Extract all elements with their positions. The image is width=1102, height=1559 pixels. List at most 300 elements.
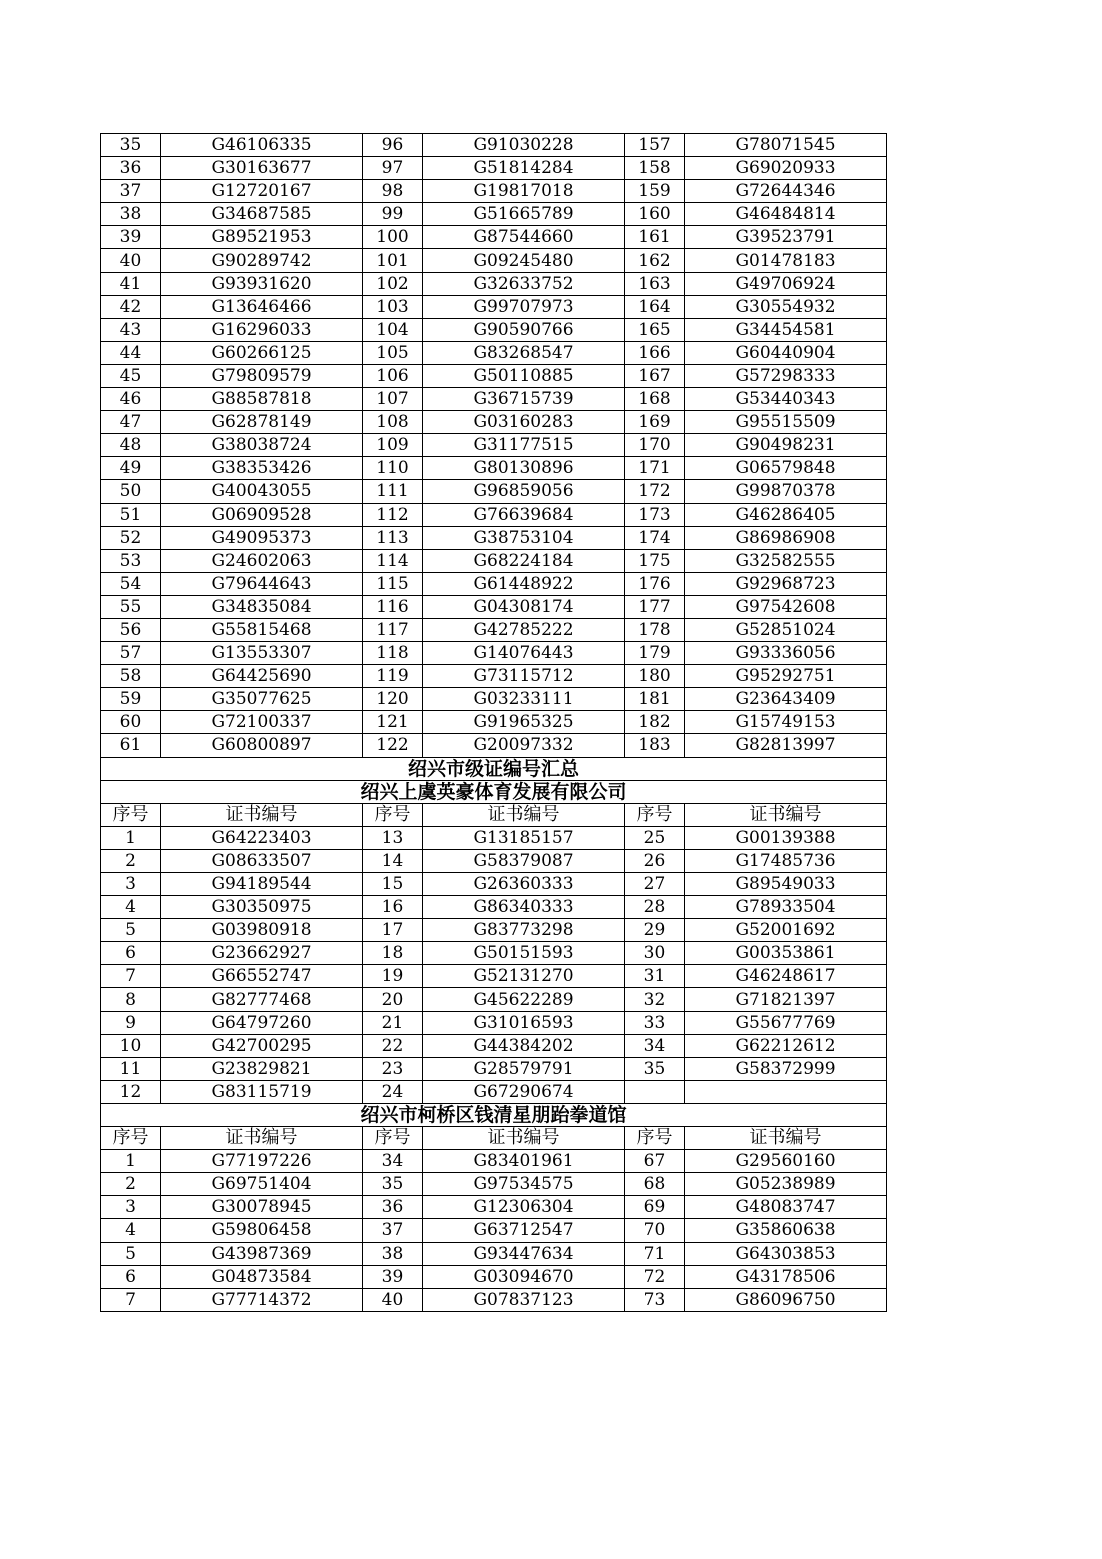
cert-number-cell: G05238989 (685, 1173, 887, 1196)
serial-cell: 20 (363, 988, 423, 1011)
table-row (101, 411, 887, 434)
cert-number-cell: G90590766 (423, 318, 625, 341)
table-row (101, 526, 887, 549)
cert-number-cell: G12720167 (161, 180, 363, 203)
serial-cell: 6 (101, 942, 161, 965)
cert-number-cell: G77714372 (161, 1288, 363, 1311)
table-row (101, 1242, 887, 1265)
cert-number-cell: G06909528 (161, 503, 363, 526)
serial-cell: 1 (101, 826, 161, 849)
table-row (101, 1265, 887, 1288)
serial-cell: 9 (101, 1011, 161, 1034)
serial-cell: 12 (101, 1080, 161, 1103)
serial-cell: 3 (101, 1196, 161, 1219)
cert-number-cell: G03233111 (423, 688, 625, 711)
serial-cell: 108 (363, 411, 423, 434)
serial-cell: 58 (101, 665, 161, 688)
serial-cell: 5 (101, 1242, 161, 1265)
table-row (101, 1288, 887, 1311)
header-cert-number: 证书编号 (423, 1127, 625, 1150)
cert-number-cell: G51665789 (423, 203, 625, 226)
cert-number-cell: G92968723 (685, 572, 887, 595)
serial-cell: 171 (625, 457, 685, 480)
cert-number-cell: G32633752 (423, 272, 625, 295)
cert-number-cell: G30350975 (161, 896, 363, 919)
serial-cell: 160 (625, 203, 685, 226)
header-serial: 序号 (625, 1127, 685, 1150)
cert-number-cell: G53440343 (685, 388, 887, 411)
cert-number-cell: G00353861 (685, 942, 887, 965)
cert-number-cell: G34835084 (161, 595, 363, 618)
serial-cell: 183 (625, 734, 685, 757)
serial-cell: 166 (625, 341, 685, 364)
serial-cell: 56 (101, 618, 161, 641)
serial-cell: 24 (363, 1080, 423, 1103)
cert-number-cell (685, 1080, 887, 1103)
serial-cell: 170 (625, 434, 685, 457)
cert-number-cell: G51814284 (423, 157, 625, 180)
cert-number-cell: G90289742 (161, 249, 363, 272)
header-cert-number: 证书编号 (423, 803, 625, 826)
cert-number-cell: G08633507 (161, 849, 363, 872)
serial-cell: 182 (625, 711, 685, 734)
table-row (101, 203, 887, 226)
cert-number-cell: G00139388 (685, 826, 887, 849)
serial-cell: 102 (363, 272, 423, 295)
serial-cell: 179 (625, 642, 685, 665)
serial-cell: 3 (101, 873, 161, 896)
cert-number-cell: G59806458 (161, 1219, 363, 1242)
cert-number-cell: G91030228 (423, 134, 625, 157)
table-row (101, 341, 887, 364)
serial-cell: 172 (625, 480, 685, 503)
cert-number-cell: G83115719 (161, 1080, 363, 1103)
serial-cell: 30 (625, 942, 685, 965)
cert-number-cell: G69751404 (161, 1173, 363, 1196)
serial-cell: 38 (363, 1242, 423, 1265)
table-row (101, 595, 887, 618)
serial-cell: 21 (363, 1011, 423, 1034)
serial-cell: 110 (363, 457, 423, 480)
cert-number-cell: G19817018 (423, 180, 625, 203)
serial-cell: 113 (363, 526, 423, 549)
serial-cell: 22 (363, 1034, 423, 1057)
cert-number-cell: G87544660 (423, 226, 625, 249)
section-title-row (101, 780, 887, 803)
cert-number-cell: G89521953 (161, 226, 363, 249)
cert-number-cell: G23662927 (161, 942, 363, 965)
cert-number-cell: G38038724 (161, 434, 363, 457)
cert-number-cell: G73115712 (423, 665, 625, 688)
header-serial: 序号 (101, 1127, 161, 1150)
cert-number-cell: G86096750 (685, 1288, 887, 1311)
cert-number-cell: G04873584 (161, 1265, 363, 1288)
serial-cell: 1 (101, 1150, 161, 1173)
table-row (101, 134, 887, 157)
cert-number-cell: G32582555 (685, 549, 887, 572)
section-title: 绍兴市级证编号汇总 (101, 757, 887, 780)
table-row (101, 272, 887, 295)
table-row (101, 1219, 887, 1242)
table-row (101, 1150, 887, 1173)
serial-cell: 16 (363, 896, 423, 919)
serial-cell: 23 (363, 1057, 423, 1080)
serial-cell: 105 (363, 341, 423, 364)
serial-cell: 52 (101, 526, 161, 549)
serial-cell: 43 (101, 318, 161, 341)
header-cert-number: 证书编号 (685, 803, 887, 826)
cert-number-cell: G83268547 (423, 341, 625, 364)
serial-cell: 11 (101, 1057, 161, 1080)
cert-number-cell: G60440904 (685, 341, 887, 364)
serial-cell: 97 (363, 157, 423, 180)
serial-cell: 49 (101, 457, 161, 480)
serial-cell: 109 (363, 434, 423, 457)
serial-cell: 178 (625, 618, 685, 641)
cert-number-cell: G71821397 (685, 988, 887, 1011)
serial-cell: 163 (625, 272, 685, 295)
cert-number-cell: G78071545 (685, 134, 887, 157)
cert-number-cell: G23643409 (685, 688, 887, 711)
cert-number-cell: G16296033 (161, 318, 363, 341)
cert-number-cell: G30554932 (685, 295, 887, 318)
cert-number-cell: G35860638 (685, 1219, 887, 1242)
header-cert-number: 证书编号 (685, 1127, 887, 1150)
header-serial: 序号 (363, 1127, 423, 1150)
serial-cell: 168 (625, 388, 685, 411)
serial-cell: 120 (363, 688, 423, 711)
section-title-row (101, 1103, 887, 1126)
cert-number-cell: G04308174 (423, 595, 625, 618)
serial-cell: 34 (363, 1150, 423, 1173)
serial-cell: 98 (363, 180, 423, 203)
header-cert-number: 证书编号 (161, 803, 363, 826)
serial-cell: 10 (101, 1034, 161, 1057)
serial-cell: 57 (101, 642, 161, 665)
serial-cell: 114 (363, 549, 423, 572)
cert-number-cell: G89549033 (685, 873, 887, 896)
serial-cell: 41 (101, 272, 161, 295)
serial-cell: 5 (101, 919, 161, 942)
section-title: 绍兴上虞英豪体育发展有限公司 (101, 780, 887, 803)
cert-number-cell: G13185157 (423, 826, 625, 849)
cert-number-cell: G28579791 (423, 1057, 625, 1080)
serial-cell: 122 (363, 734, 423, 757)
cert-number-cell: G58379087 (423, 849, 625, 872)
serial-cell: 60 (101, 711, 161, 734)
cert-number-cell: G35077625 (161, 688, 363, 711)
cert-number-cell: G97534575 (423, 1173, 625, 1196)
cert-number-cell: G45622289 (423, 988, 625, 1011)
table-row (101, 688, 887, 711)
serial-cell: 35 (625, 1057, 685, 1080)
cert-number-cell: G64303853 (685, 1242, 887, 1265)
cert-number-cell: G64223403 (161, 826, 363, 849)
cert-number-cell: G44384202 (423, 1034, 625, 1057)
cert-number-cell: G01478183 (685, 249, 887, 272)
cert-number-cell: G83773298 (423, 919, 625, 942)
cert-number-cell: G63712547 (423, 1219, 625, 1242)
table-row (101, 988, 887, 1011)
serial-cell: 69 (625, 1196, 685, 1219)
section-title-row (101, 757, 887, 780)
cert-number-cell: G93336056 (685, 642, 887, 665)
table-row (101, 434, 887, 457)
serial-cell: 175 (625, 549, 685, 572)
cert-number-cell: G78933504 (685, 896, 887, 919)
header-row (101, 803, 887, 826)
serial-cell: 72 (625, 1265, 685, 1288)
cert-number-cell: G62878149 (161, 411, 363, 434)
serial-cell: 31 (625, 965, 685, 988)
cert-number-cell: G15749153 (685, 711, 887, 734)
table-row (101, 226, 887, 249)
table-row (101, 1057, 887, 1080)
cert-number-cell: G49706924 (685, 272, 887, 295)
table-row (101, 572, 887, 595)
cert-number-cell: G86986908 (685, 526, 887, 549)
table-row (101, 388, 887, 411)
table-row (101, 480, 887, 503)
table-body (101, 134, 887, 1312)
serial-cell: 4 (101, 1219, 161, 1242)
serial-cell: 174 (625, 526, 685, 549)
cert-number-cell: G14076443 (423, 642, 625, 665)
serial-cell: 36 (363, 1196, 423, 1219)
serial-cell: 46 (101, 388, 161, 411)
header-row (101, 1127, 887, 1150)
serial-cell: 107 (363, 388, 423, 411)
cert-number-cell: G31177515 (423, 434, 625, 457)
cert-number-cell: G66552747 (161, 965, 363, 988)
table-row (101, 642, 887, 665)
serial-cell: 177 (625, 595, 685, 618)
serial-cell: 50 (101, 480, 161, 503)
serial-cell: 103 (363, 295, 423, 318)
serial-cell: 7 (101, 1288, 161, 1311)
serial-cell: 157 (625, 134, 685, 157)
cert-number-cell: G62212612 (685, 1034, 887, 1057)
cert-number-cell: G39523791 (685, 226, 887, 249)
cert-number-cell: G38753104 (423, 526, 625, 549)
table-row (101, 618, 887, 641)
table-row (101, 919, 887, 942)
serial-cell: 8 (101, 988, 161, 1011)
cert-number-cell: G52131270 (423, 965, 625, 988)
table-row (101, 873, 887, 896)
serial-cell: 32 (625, 988, 685, 1011)
cert-number-cell: G77197226 (161, 1150, 363, 1173)
serial-cell: 158 (625, 157, 685, 180)
cert-number-cell: G26360333 (423, 873, 625, 896)
header-cert-number: 证书编号 (161, 1127, 363, 1150)
cert-number-cell: G29560160 (685, 1150, 887, 1173)
table-row (101, 1173, 887, 1196)
cert-number-cell: G80130896 (423, 457, 625, 480)
serial-cell: 115 (363, 572, 423, 595)
serial-cell: 106 (363, 364, 423, 387)
serial-cell: 70 (625, 1219, 685, 1242)
cert-number-cell: G50110885 (423, 364, 625, 387)
table-row (101, 249, 887, 272)
cert-number-cell: G94189544 (161, 873, 363, 896)
serial-cell (625, 1080, 685, 1103)
table-row (101, 157, 887, 180)
serial-cell: 34 (625, 1034, 685, 1057)
cert-number-cell: G76639684 (423, 503, 625, 526)
cert-number-cell: G49095373 (161, 526, 363, 549)
serial-cell: 101 (363, 249, 423, 272)
cert-number-cell: G42700295 (161, 1034, 363, 1057)
cert-number-cell: G36715739 (423, 388, 625, 411)
cert-number-cell: G95515509 (685, 411, 887, 434)
cert-number-cell: G06579848 (685, 457, 887, 480)
serial-cell: 164 (625, 295, 685, 318)
cert-number-cell: G46286405 (685, 503, 887, 526)
cert-number-cell: G31016593 (423, 1011, 625, 1034)
cert-number-cell: G23829821 (161, 1057, 363, 1080)
serial-cell: 169 (625, 411, 685, 434)
serial-cell: 36 (101, 157, 161, 180)
serial-cell: 100 (363, 226, 423, 249)
table-row (101, 734, 887, 757)
cert-number-cell: G90498231 (685, 434, 887, 457)
serial-cell: 17 (363, 919, 423, 942)
cert-number-cell: G88587818 (161, 388, 363, 411)
serial-cell: 4 (101, 896, 161, 919)
table-row (101, 503, 887, 526)
cert-number-cell: G52001692 (685, 919, 887, 942)
table-row (101, 1034, 887, 1057)
serial-cell: 176 (625, 572, 685, 595)
cert-number-cell: G03094670 (423, 1265, 625, 1288)
cert-number-cell: G52851024 (685, 618, 887, 641)
table-row (101, 295, 887, 318)
cert-number-cell: G46106335 (161, 134, 363, 157)
cert-number-cell: G68224184 (423, 549, 625, 572)
header-serial: 序号 (625, 803, 685, 826)
table-row (101, 849, 887, 872)
cert-number-cell: G40043055 (161, 480, 363, 503)
serial-cell: 59 (101, 688, 161, 711)
table-row (101, 896, 887, 919)
serial-cell: 14 (363, 849, 423, 872)
cert-number-cell: G07837123 (423, 1288, 625, 1311)
serial-cell: 39 (101, 226, 161, 249)
serial-cell: 51 (101, 503, 161, 526)
serial-cell: 7 (101, 965, 161, 988)
cert-number-cell: G34454581 (685, 318, 887, 341)
cert-number-cell: G55677769 (685, 1011, 887, 1034)
serial-cell: 161 (625, 226, 685, 249)
serial-cell: 165 (625, 318, 685, 341)
cert-number-cell: G12306304 (423, 1196, 625, 1219)
cert-number-cell: G42785222 (423, 618, 625, 641)
serial-cell: 33 (625, 1011, 685, 1034)
table-row (101, 1196, 887, 1219)
cert-number-cell: G86340333 (423, 896, 625, 919)
table-row (101, 711, 887, 734)
cert-number-cell: G96859056 (423, 480, 625, 503)
serial-cell: 35 (363, 1173, 423, 1196)
serial-cell: 181 (625, 688, 685, 711)
cert-number-cell: G79644643 (161, 572, 363, 595)
serial-cell: 116 (363, 595, 423, 618)
serial-cell: 180 (625, 665, 685, 688)
serial-cell: 112 (363, 503, 423, 526)
cert-number-cell: G58372999 (685, 1057, 887, 1080)
table-row (101, 965, 887, 988)
serial-cell: 37 (101, 180, 161, 203)
serial-cell: 96 (363, 134, 423, 157)
cert-number-cell: G03160283 (423, 411, 625, 434)
serial-cell: 159 (625, 180, 685, 203)
serial-cell: 47 (101, 411, 161, 434)
serial-cell: 67 (625, 1150, 685, 1173)
cert-number-cell: G55815468 (161, 618, 363, 641)
serial-cell: 13 (363, 826, 423, 849)
serial-cell: 73 (625, 1288, 685, 1311)
serial-cell: 71 (625, 1242, 685, 1265)
cert-number-cell: G09245480 (423, 249, 625, 272)
cert-number-cell: G03980918 (161, 919, 363, 942)
serial-cell: 27 (625, 873, 685, 896)
cert-number-cell: G30078945 (161, 1196, 363, 1219)
table-row (101, 665, 887, 688)
cert-number-cell: G17485736 (685, 849, 887, 872)
serial-cell: 19 (363, 965, 423, 988)
serial-cell: 18 (363, 942, 423, 965)
cert-number-cell: G13646466 (161, 295, 363, 318)
table-row (101, 826, 887, 849)
serial-cell: 104 (363, 318, 423, 341)
cert-number-cell: G57298333 (685, 364, 887, 387)
serial-cell: 44 (101, 341, 161, 364)
serial-cell: 119 (363, 665, 423, 688)
serial-cell: 35 (101, 134, 161, 157)
serial-cell: 25 (625, 826, 685, 849)
serial-cell: 121 (363, 711, 423, 734)
table-row (101, 318, 887, 341)
cert-number-cell: G93447634 (423, 1242, 625, 1265)
table-row (101, 457, 887, 480)
cert-number-cell: G64797260 (161, 1011, 363, 1034)
cert-number-cell: G72644346 (685, 180, 887, 203)
certificate-table (100, 133, 887, 1312)
serial-cell: 99 (363, 203, 423, 226)
cert-number-cell: G38353426 (161, 457, 363, 480)
serial-cell: 26 (625, 849, 685, 872)
table-row (101, 1011, 887, 1034)
serial-cell: 53 (101, 549, 161, 572)
serial-cell: 54 (101, 572, 161, 595)
cert-number-cell: G61448922 (423, 572, 625, 595)
cert-number-cell: G72100337 (161, 711, 363, 734)
cert-number-cell: G64425690 (161, 665, 363, 688)
cert-number-cell: G46248617 (685, 965, 887, 988)
serial-cell: 2 (101, 849, 161, 872)
serial-cell: 45 (101, 364, 161, 387)
cert-number-cell: G20097332 (423, 734, 625, 757)
cert-number-cell: G43987369 (161, 1242, 363, 1265)
cert-number-cell: G95292751 (685, 665, 887, 688)
cert-number-cell: G50151593 (423, 942, 625, 965)
cert-number-cell: G91965325 (423, 711, 625, 734)
serial-cell: 68 (625, 1173, 685, 1196)
cert-number-cell: G82813997 (685, 734, 887, 757)
serial-cell: 38 (101, 203, 161, 226)
cert-number-cell: G83401961 (423, 1150, 625, 1173)
